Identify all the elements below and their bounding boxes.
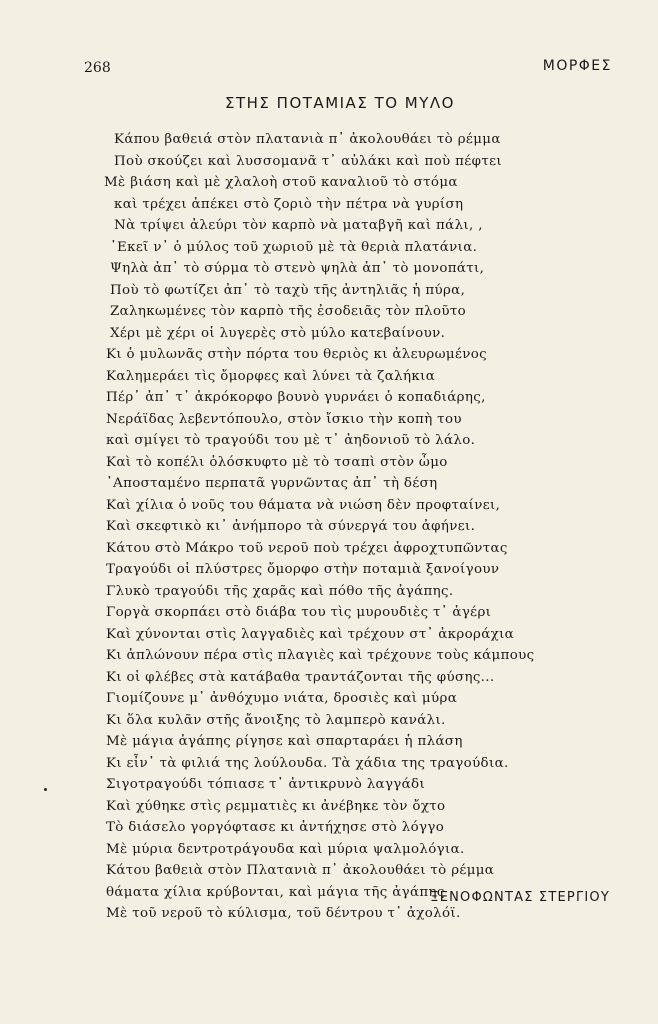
poem-line-36: θάματα χίλια κρύβονται, καὶ μάγια τῆς ἀγάπης (106, 884, 445, 900)
poem-line-28: Κι ὅλα κυλᾶν στῆς ἄνοιξης τὸ λαμπερὸ κανάλι. (106, 712, 446, 728)
poem-line-8: Ποὺ τὸ φωτίζει ἀπ᾽ τὸ ταχὺ τῆς ἀντηλιᾶς ἡ πύρα, (110, 282, 466, 298)
poem-line-17: ᾽Αποσταμένο περπατᾶ γυρνῶντας ἀπ᾽ τὴ δέση (106, 476, 438, 491)
poem-line-27: Γιομίζουνε μ᾽ ἀνθόχυμο νιάτα, δροσιὲς καὶ μύρα (106, 691, 458, 706)
poem-line-18: Καὶ χίλια ὁ νοῦς του θάματα νὰ νιώση δὲν προφταίνει, (106, 497, 501, 513)
poem-line-34: Μὲ μύρια δεντροτράγουδα καὶ μύρια ψαλμολόγια. (106, 841, 465, 857)
poem-line-20: Κάτου στὸ Μάκρο τοῦ νεροῦ ποὺ τρέχει ἀφροχτυπῶντας (106, 540, 508, 556)
poem-line-13: Πέρ᾽ ἀπ᾽ τ᾽ ἀκρόκορφο βουνὸ γυρνάει ὁ κοπαδιάρης, (106, 390, 486, 405)
poem-line-12: Καλημεράει τὶς ὄμορφες καὶ λύνει τὰ ζαλήκια (106, 368, 436, 384)
poem-line-23: Γοργὰ σκορπάει στὸ διάβα του τὶς μυρουδιὲς τ᾽ ἀγέρι (106, 605, 492, 620)
poem-line-5: Νὰ τρίψει ἀλεύρι τὸν καρπὸ νὰ ματαβγῆ καὶ πάλι, , (114, 218, 483, 233)
poem-line-37: Μὲ τοῦ νεροῦ τὸ κύλισμα, τοῦ δέντρου τ᾽ ἀχολόϊ. (106, 906, 461, 921)
poem-line-25: Κι ἁπλώνουν πέρα στὶς πλαγιὲς καὶ τρέχουνε τοὺς κάμπους (106, 648, 535, 663)
poem-line-11: Κι ὁ μυλωνᾶς στὴν πόρτα του θεριὸς κι ἀλευρωμένος (106, 347, 487, 362)
poem-line-6: ᾽Εκεῖ ν᾽ ὁ μύλος τοῦ χωριοῦ μὲ τὰ θεριὰ πλατάνια. (110, 239, 478, 255)
poem-line-14: Νεράϊδας λεβεντόπουλο, στὸν ἴσκιο τὴν κοπὴ του (106, 411, 462, 427)
poem-line-22: Γλυκὸ τραγούδι τῆς χαρᾶς καὶ πόθο τῆς ἀγάπης. (106, 583, 454, 599)
poem-line-24: Καὶ χύνονται στὶς λαγγαδιὲς καὶ τρέχουν στ᾽ ἀκροράχια (106, 626, 515, 642)
journal-title: ΜΟΡΦΕΣ (542, 58, 612, 74)
poem-title: ΣΤΗΣ ΠΟΤΑΜΙΑΣ ΤΟ ΜΥΛΟ (225, 94, 455, 112)
ink-speck (44, 788, 47, 791)
poem-line-29: Μὲ μάγια ἀγάπης ρίγησε καὶ σπαρταράει ἡ πλάση (106, 734, 463, 749)
poem-line-16: Καὶ τὸ κοπέλι ὀλόσκυφτο μὲ τὸ τσαπὶ στὸν ὦμο (106, 454, 448, 470)
poem-line-33: Τὸ διάσελο γοργόφτασε κι ἀντήχησε στὸ λόγγο (106, 820, 445, 835)
poem-line-3: Μὲ βιάση καὶ μὲ χλαλοὴ στοῦ καναλιοῦ τὸ στόμα (104, 175, 458, 190)
poem-line-15: καὶ σμίγει τὸ τραγούδι του μὲ τ᾽ ἀηδονιοῦ τὸ λάλο. (106, 433, 476, 448)
poem-line-35: Κάτου βαθειὰ στὸν Πλατανιὰ π᾽ ἀκολουθάει τὸ ρέμμα (106, 863, 495, 878)
poem-line-9: Ζαληκωμένες τὸν καρπὸ τῆς ἐσοδειᾶς τὸν πλοῦτο (110, 304, 467, 319)
poem-line-4: καὶ τρέχει ἀπέκει στὸ ζοριὸ τὴν πέτρα νὰ γυρίση (114, 196, 464, 212)
poem-line-1: Κάπου βαθειά στὸν πλατανιὰ π᾽ ἀκολουθάει τὸ ρέμμα (114, 132, 501, 147)
poem-line-26: Κι οἱ φλέβες στὰ κατάβαθα τραντάζονται τῆς φύσης... (106, 669, 495, 685)
poem-line-21: Τραγούδι οἱ πλύστρες ὄμορφο στὴν ποταμιὰ ξανοίγουν (106, 562, 500, 577)
poem-line-2: Ποὺ σκούζει καὶ λυσσομανᾶ τ᾽ αὐλάκι καὶ ποὺ πέφτει (114, 153, 502, 169)
poem-line-19: Καὶ σκεφτικὸ κι᾽ ἀνήμπορο τὰ σύνεργά του ἀφήνει. (106, 519, 476, 534)
poem-line-7: Ψηλὰ ἀπ᾽ τὸ σύρμα τὸ στενὸ ψηλὰ ἀπ᾽ τὸ μονοπάτι, (110, 261, 485, 276)
poem-line-31: Σιγοτραγούδι τόπιασε τ᾽ ἀντικρυνὸ λαγγάδι (106, 777, 426, 792)
poem-line-32: Καὶ χύθηκε στὶς ρεμματιὲς κι ἀνέβηκε τὸν ὄχτο (106, 798, 446, 814)
poem-line-10: Χέρι μὲ χέρι οἱ λυγερὲς στὸ μύλο κατεβαίνουν. (110, 325, 446, 341)
poem-line-30: Κι εἶν᾽ τὰ φιλιά της λούλουδα. Τὰ χάδια της τραγούδια. (106, 755, 509, 771)
page-number: 268 (84, 60, 111, 76)
poem-author: ΞΕΝΟΦΩΝΤΑΣ ΣΤΕΡΓΙΟΥ (430, 890, 610, 905)
